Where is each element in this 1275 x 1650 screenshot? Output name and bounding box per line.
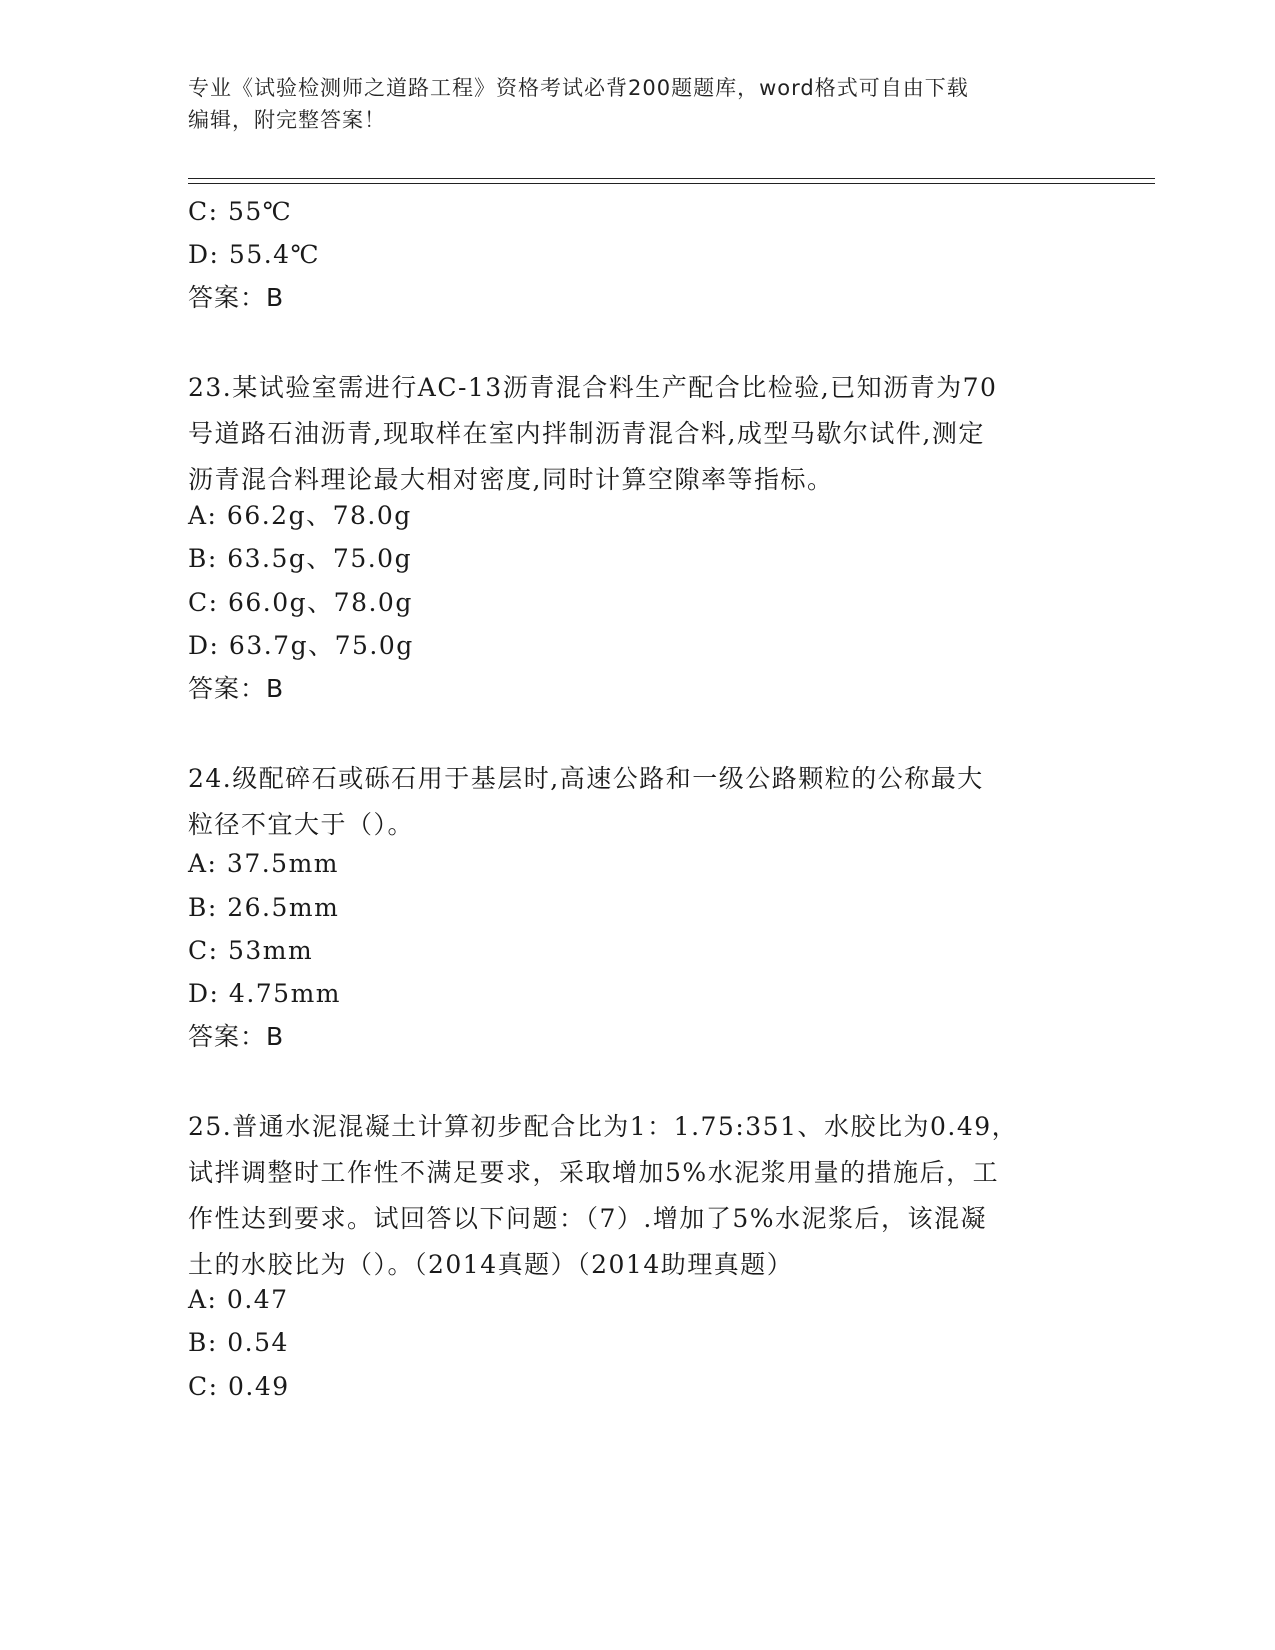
q22-option-c: C: 55℃ — [188, 197, 293, 226]
document-header — [188, 72, 1088, 136]
q24-option-b: B: 26.5mm — [188, 893, 340, 922]
header-divider-bottom — [188, 183, 1155, 184]
header-line-2: 编辑，附完整答案！ — [188, 108, 386, 132]
q22-option-d: D: 55.4℃ — [188, 240, 321, 269]
q23-option-a: A: 66.2g、78.0g — [188, 501, 412, 530]
q23-stem-line: 沥青混合料理论最大相对密度,同时计算空隙率等指标。 — [188, 465, 834, 494]
q24-option-a: A: 37.5mm — [188, 849, 339, 878]
q25-option-b: B: 0.54 — [188, 1328, 289, 1357]
q24-stem-line: 粒径不宜大于（）。 — [188, 810, 415, 839]
q24-option-d: D: 4.75mm — [188, 979, 341, 1008]
q25-stem-line: 25.普通水泥混凝土计算初步配合比为1：1.75:351、水胶比为0.49， — [188, 1112, 1019, 1141]
q23-option-c: C: 66.0g、78.0g — [188, 588, 413, 617]
q25-stem-line: 作性达到要求。试回答以下问题：（7）.增加了5%水泥浆后，该混凝 — [188, 1204, 988, 1233]
q24-stem-line: 24.级配碎石或砾石用于基层时,高速公路和一级公路颗粒的公称最大 — [188, 764, 984, 793]
header-line-1: 专业《试验检测师之道路工程》资格考试必背200题题库，word格式可自由下载 — [188, 76, 969, 100]
q24-stem — [188, 756, 1088, 848]
q25-stem-line: 试拌调整时工作性不满足要求，采取增加5%水泥浆用量的措施后，工 — [188, 1158, 1000, 1187]
q23-answer: 答案：B — [188, 674, 285, 703]
q24-option-c: C: 53mm — [188, 936, 314, 965]
q23-option-b: B: 63.5g、75.0g — [188, 544, 413, 573]
q23-stem-line: 23.某试验室需进行AC-13沥青混合料生产配合比检验,已知沥青为70 — [188, 373, 998, 402]
q23-stem — [188, 365, 1088, 503]
q25-stem — [188, 1104, 1088, 1288]
q25-option-c: C: 0.49 — [188, 1372, 290, 1401]
q25-stem-line: 土的水胶比为（）。（2014真题）（2014助理真题） — [188, 1250, 794, 1279]
q24-answer: 答案：B — [188, 1022, 285, 1051]
q25-option-a: A: 0.47 — [188, 1285, 289, 1314]
q23-stem-line: 号道路石油沥青,现取样在室内拌制沥青混合料,成型马歇尔试件,测定 — [188, 419, 985, 448]
q22-answer: 答案：B — [188, 283, 285, 312]
header-divider-top — [188, 178, 1155, 179]
q23-option-d: D: 63.7g、75.0g — [188, 631, 414, 660]
